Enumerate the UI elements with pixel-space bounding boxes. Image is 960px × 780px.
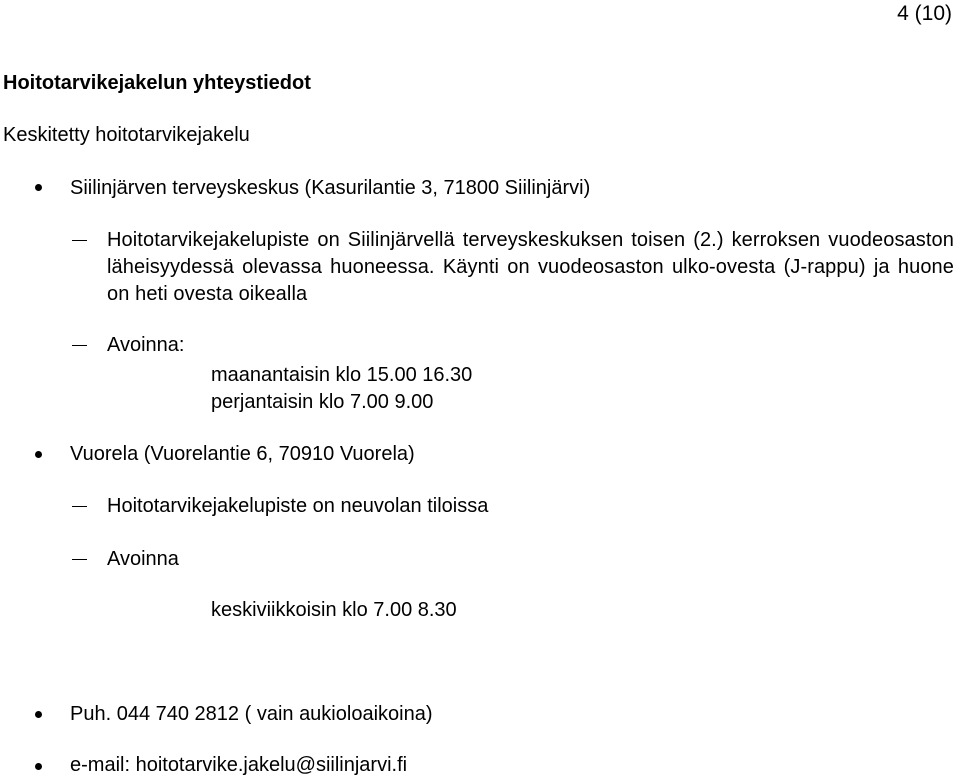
opening-hours: keskiviikkoisin klo 7.00 8.30	[211, 599, 457, 621]
location-title: Siilinjärven terveyskeskus (Kasurilantie 3, 71800 Siilinjärvi)	[70, 177, 591, 199]
hours-label: Avoinna:	[107, 334, 185, 356]
location-description: Hoitotarvikejakelupiste on Siilinjärvellä terveyskeskuksen toisen (2.) kerroksen vuodeosaston läheisyydessä olevassa huoneessa. Käynti on vuodeosaston ulko-ovesta (J-rappu) ja huone on heti ovesta oikealla	[107, 229, 954, 305]
page-number: 4 (10)	[897, 2, 952, 25]
hours-label: Avoinna	[107, 548, 179, 570]
bullet-icon	[35, 711, 42, 718]
bullet-icon	[35, 184, 42, 191]
dash-icon	[72, 559, 87, 560]
dash-icon	[72, 506, 87, 507]
bullet-icon	[35, 451, 42, 458]
section-heading: Hoitotarvikejakelun yhteystiedot	[3, 72, 311, 94]
location-description: Hoitotarvikejakelupiste on neuvolan tiloissa	[107, 495, 489, 517]
section-subheading: Keskitetty hoitotarvikejakelu	[3, 124, 250, 146]
dash-icon	[72, 345, 87, 346]
opening-hours: perjantaisin klo 7.00 9.00	[211, 391, 434, 413]
dash-icon	[72, 240, 87, 241]
bullet-icon	[35, 763, 42, 770]
location-title: Vuorela (Vuorelantie 6, 70910 Vuorela)	[70, 443, 415, 465]
contact-phone: Puh. 044 740 2812 ( vain aukioloaikoina)	[70, 703, 433, 725]
opening-hours: maanantaisin klo 15.00 16.30	[211, 364, 473, 386]
contact-email: e-mail: hoitotarvike.jakelu@siilinjarvi.fi	[70, 754, 408, 776]
